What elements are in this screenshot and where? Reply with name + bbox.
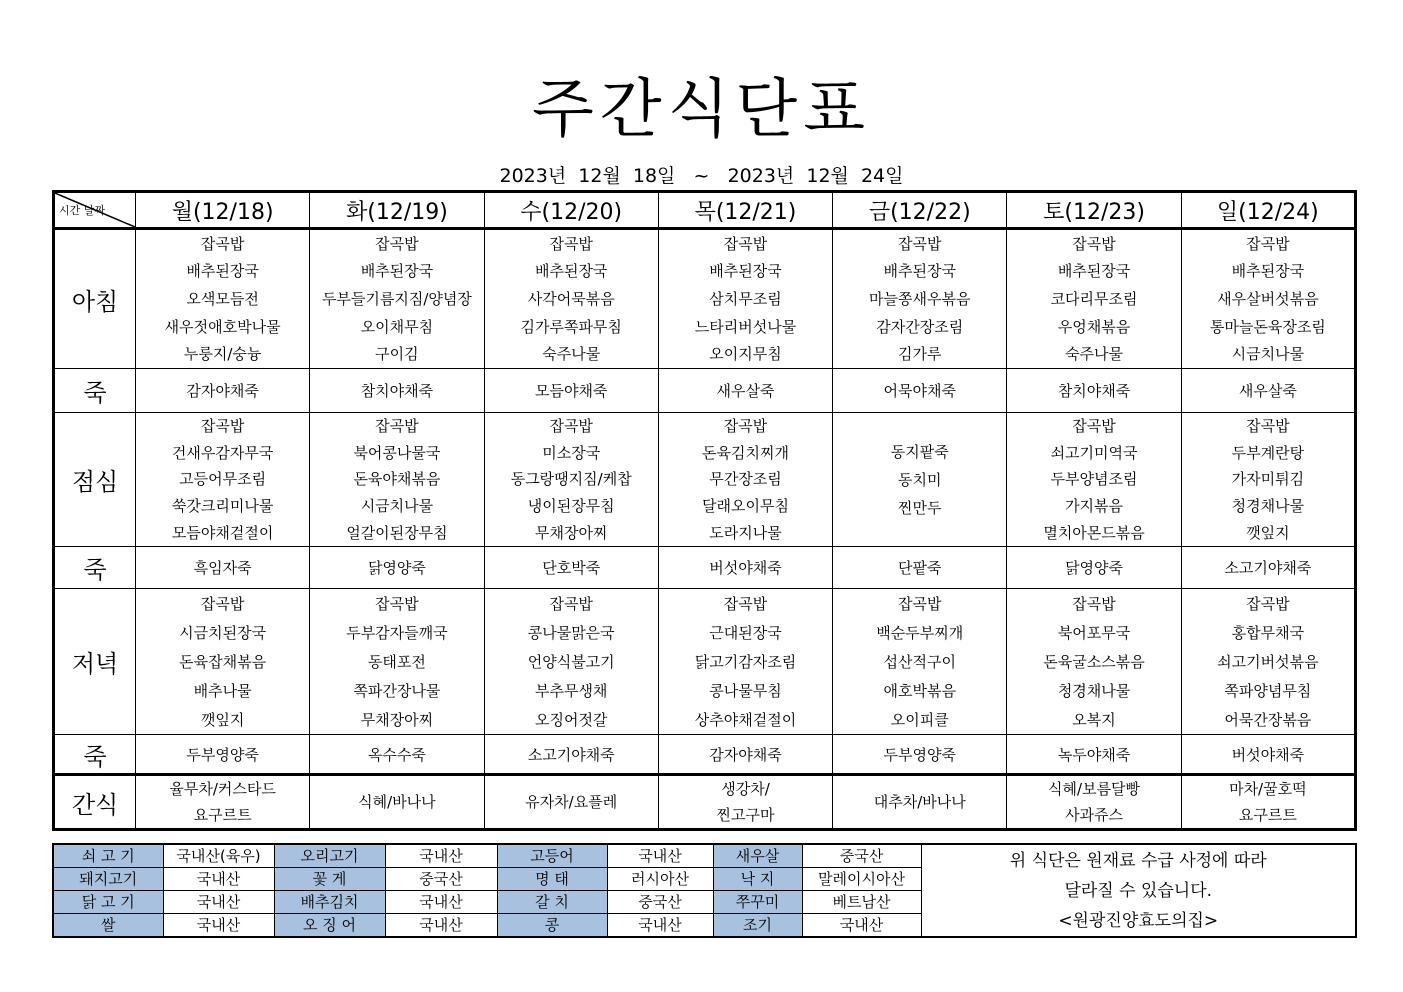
- snack-items: [659, 776, 832, 828]
- origin-country: 말레이시아산: [802, 868, 921, 891]
- menu-item: 쑥갓크리미나물: [171, 497, 274, 516]
- menu-item: 마늘쫑새우볶음: [869, 289, 971, 308]
- menu-item: 홍합무채국: [1231, 623, 1305, 642]
- menu-items: [136, 589, 309, 734]
- porridge-label: 죽: [54, 735, 136, 775]
- origin-country: 러시아산: [607, 868, 713, 891]
- meal-cell: [1181, 413, 1355, 547]
- corner-cell: [54, 192, 136, 229]
- meal-cell: [484, 413, 658, 547]
- note-line: 위 식단은 원재료 수급 사정에 따라: [1009, 850, 1267, 871]
- meal-cell: [833, 413, 1007, 547]
- menu-item: 얼갈이된장무침: [346, 523, 448, 542]
- note-line: 달라질 수 있습니다.: [1064, 880, 1213, 901]
- menu-item: 잡곡밥: [723, 234, 768, 253]
- menu-item: 배추된장국: [1057, 262, 1131, 281]
- porridge-cell: 녹두야채죽: [1007, 735, 1181, 775]
- porridge-cell: 감자야채죽: [658, 735, 832, 775]
- origin-ingredient: 쇠 고 기: [53, 844, 163, 868]
- menu-item: 돈육김치찌개: [702, 443, 789, 462]
- menu-item: 깻잎지: [200, 710, 245, 729]
- day-header: 토(12/23): [1007, 192, 1181, 229]
- menu-item: 닭고기감자조림: [694, 652, 797, 671]
- menu-item: 미소장국: [542, 443, 601, 462]
- menu-item: 잡곡밥: [1246, 234, 1290, 253]
- menu-item: 통마늘돈육장조림: [1209, 317, 1326, 336]
- menu-item: 깻잎지: [1246, 523, 1290, 542]
- snack-row: [54, 775, 1356, 830]
- menu-item: 냉이된장무침: [527, 497, 615, 516]
- menu-item: 무간장조림: [709, 470, 782, 489]
- menu-item: 김가루쪽파무침: [520, 317, 622, 336]
- menu-items: [310, 230, 483, 368]
- menu-item: 무채장아찌: [360, 710, 434, 729]
- menu-item: 두부계란탕: [1231, 443, 1305, 462]
- snack-item: 식혜/바나나: [358, 793, 436, 811]
- porridge-cell: 버섯야채죽: [1181, 735, 1355, 775]
- meal-cell: [484, 229, 658, 369]
- meal-cell: [136, 229, 310, 369]
- corner-label: 시간 날짜: [59, 204, 106, 217]
- menu-items: [1182, 230, 1354, 368]
- menu-item: 느타리버섯나물: [694, 317, 797, 336]
- menu-item: 도라지나물: [709, 523, 782, 542]
- menu-item: 잡곡밥: [1072, 234, 1116, 253]
- origin-ingredient: 명 태: [497, 868, 607, 891]
- meal-cell: [1181, 589, 1355, 735]
- origin-ingredient: 꽃 게: [274, 868, 385, 891]
- menu-items: [485, 589, 658, 734]
- origin-ingredient: 오리고기: [274, 844, 385, 868]
- menu-item: 쇠고기미역국: [1050, 443, 1138, 462]
- meal-cell: [833, 229, 1007, 369]
- menu-item: 잡곡밥: [375, 594, 419, 613]
- weekly-menu-table: [52, 190, 1357, 831]
- meal-cell: [136, 589, 310, 735]
- menu-items: [659, 413, 832, 546]
- origin-country: 국내산: [385, 914, 497, 938]
- day-header: 월(12/18): [136, 192, 310, 229]
- meal-cell: [310, 589, 484, 735]
- menu-items: [1007, 589, 1180, 734]
- menu-item: 쇠고기버섯볶음: [1217, 652, 1319, 671]
- meal-row: [54, 589, 1356, 735]
- menu-item: 부추무생채: [534, 681, 608, 700]
- menu-item: 찐만두: [898, 498, 942, 517]
- menu-item: 숙주나물: [542, 345, 601, 364]
- snack-cell: [1181, 775, 1355, 830]
- menu-item: 누룽지/숭늉: [183, 345, 262, 364]
- menu-item: 가지볶음: [1065, 497, 1124, 516]
- snack-cell: [310, 775, 484, 830]
- menu-item: 오이지무침: [709, 345, 782, 364]
- header-row: [54, 192, 1356, 229]
- porridge-cell: 감자야채죽: [136, 369, 310, 413]
- porridge-row: [54, 735, 1356, 775]
- menu-item: 달래오이무침: [702, 497, 789, 516]
- page-title: 주간식단표: [531, 73, 872, 147]
- menu-item: 구이김: [375, 345, 419, 364]
- meal-row: [54, 229, 1356, 369]
- porridge-cell: 두부영양죽: [136, 735, 310, 775]
- snack-item: 마차/꿀호떡: [1229, 780, 1307, 798]
- menu-items: [485, 230, 658, 368]
- menu-item: 잡곡밥: [723, 594, 768, 613]
- porridge-cell: 흑임자죽: [136, 547, 310, 589]
- snack-item: 대추차/바나나: [873, 793, 966, 811]
- day-header: 수(12/20): [484, 192, 658, 229]
- menu-item: 새우젓애호박나물: [164, 317, 281, 336]
- menu-item: 새우살버섯볶음: [1217, 289, 1319, 308]
- menu-item: 콩나물무침: [709, 681, 782, 700]
- origin-ingredient: 갈 치: [497, 891, 607, 914]
- menu-item: 언양식불고기: [527, 652, 615, 671]
- menu-items: [833, 413, 1006, 546]
- menu-item: 잡곡밥: [723, 417, 768, 436]
- snack-item: 유자차/요플레: [525, 793, 618, 811]
- menu-item: 청경채나물: [1057, 681, 1131, 700]
- menu-items: [659, 230, 832, 368]
- menu-item: 우엉채볶음: [1057, 317, 1131, 336]
- menu-item: 오복지: [1072, 710, 1116, 729]
- origin-country: 중국산: [607, 891, 713, 914]
- menu-item: 숙주나물: [1065, 345, 1124, 364]
- day-header: 목(12/21): [658, 192, 832, 229]
- menu-item: 시금치나물: [360, 497, 434, 516]
- origin-country: 국내산: [163, 914, 274, 938]
- porridge-cell: 단팥죽: [833, 547, 1007, 589]
- menu-item: 근대된장국: [709, 623, 782, 642]
- porridge-cell: 단호박죽: [484, 547, 658, 589]
- menu-item: 배추된장국: [1231, 262, 1305, 281]
- menu-items: [1007, 413, 1180, 546]
- origin-ingredient: 닭 고 기: [53, 891, 163, 914]
- meal-cell: [1007, 413, 1181, 547]
- menu-item: 잡곡밥: [549, 594, 593, 613]
- menu-item: 고등어무조림: [179, 470, 267, 489]
- meal-cell: [136, 413, 310, 547]
- menu-item: 두부양념조림: [1050, 470, 1138, 489]
- menu-item: 사각어묵볶음: [527, 289, 615, 308]
- menu-items: [485, 413, 658, 546]
- origin-ingredient: 쌀: [53, 914, 163, 938]
- snack-items: [1007, 776, 1180, 828]
- porridge-cell: 새우살죽: [1181, 369, 1355, 413]
- menu-item: 잡곡밥: [1246, 594, 1290, 613]
- menu-item: 애호박볶음: [883, 681, 956, 700]
- snack-item: 식혜/보름달빵: [1048, 780, 1141, 798]
- menu-item: 배추된장국: [534, 262, 608, 281]
- origin-row: [53, 844, 1356, 868]
- porridge-cell: 소고기야채죽: [1181, 547, 1355, 589]
- menu-items: [833, 230, 1006, 368]
- origin-country: 국내산: [163, 891, 274, 914]
- menu-item: 배추된장국: [709, 262, 782, 281]
- menu-item: 잡곡밥: [200, 594, 245, 613]
- menu-item: 쪽파양념무침: [1224, 681, 1312, 700]
- origin-ingredient: 쭈꾸미: [713, 891, 802, 914]
- menu-item: 시금치나물: [1231, 345, 1305, 364]
- porridge-cell: 참치야채죽: [1007, 369, 1181, 413]
- menu-item: 콩나물맑은국: [527, 623, 615, 642]
- meal-cell: [1007, 229, 1181, 369]
- snack-item: 율무차/커스타드: [169, 780, 276, 798]
- menu-items: [310, 589, 483, 734]
- menu-item: 동그랑땡지짐/케찹: [510, 470, 632, 489]
- origin-ingredient: 배추김치: [274, 891, 385, 914]
- snack-cell: [136, 775, 310, 830]
- menu-item: 오이채무침: [360, 317, 434, 336]
- meal-cell: [310, 413, 484, 547]
- menu-item: 북어콩나물국: [353, 443, 441, 462]
- menu-item: 잡곡밥: [375, 234, 419, 253]
- meal-label: 점심: [54, 413, 136, 547]
- menu-item: 쪽파간장나물: [353, 681, 441, 700]
- porridge-cell: 새우살죽: [658, 369, 832, 413]
- origin-country: 국내산: [385, 844, 497, 868]
- menu-items: [1182, 589, 1354, 734]
- porridge-cell: 버섯야채죽: [658, 547, 832, 589]
- origin-country: 국내산: [607, 914, 713, 938]
- menu-item: 섭산적구이: [883, 652, 956, 671]
- menu-item: 잡곡밥: [1246, 417, 1290, 436]
- note-line: <원광진양효도의집>: [1058, 910, 1219, 931]
- snack-items: [310, 776, 483, 828]
- porridge-cell: 닭영양죽: [1007, 547, 1181, 589]
- porridge-cell: 닭영양죽: [310, 547, 484, 589]
- origin-country: 국내산: [385, 891, 497, 914]
- menu-item: 멸치아몬드볶음: [1043, 523, 1145, 542]
- origin-ingredient: 돼지고기: [53, 868, 163, 891]
- menu-items: [136, 413, 309, 546]
- menu-item: 배추나물: [193, 681, 252, 700]
- snack-item: 생강차/: [721, 780, 770, 798]
- porridge-cell: 두부영양죽: [833, 735, 1007, 775]
- menu-item: 백순두부찌개: [876, 623, 964, 642]
- menu-items: [833, 589, 1006, 734]
- meal-label: 아침: [54, 229, 136, 369]
- meal-cell: [484, 589, 658, 735]
- menu-item: 동지팥죽: [890, 442, 949, 461]
- origin-ingredient: 조기: [713, 914, 802, 938]
- menu-item: 잡곡밥: [200, 234, 245, 253]
- menu-item: 동태포전: [367, 652, 426, 671]
- snack-cell: [658, 775, 832, 830]
- porridge-row: [54, 369, 1356, 413]
- menu-item: 어묵간장볶음: [1224, 710, 1312, 729]
- snack-cell: [1007, 775, 1181, 830]
- menu-item: 잡곡밥: [375, 417, 419, 436]
- menu-item: 잡곡밥: [549, 417, 593, 436]
- meal-row: [54, 413, 1356, 547]
- porridge-label: 죽: [54, 369, 136, 413]
- snack-items: [136, 776, 309, 828]
- porridge-cell: 참치야채죽: [310, 369, 484, 413]
- menu-item: 오이피클: [890, 710, 949, 729]
- snack-cell: [484, 775, 658, 830]
- menu-item: 배추된장국: [883, 262, 956, 281]
- menu-item: 두부감자들깨국: [346, 623, 448, 642]
- origin-ingredient: 오 징 어: [274, 914, 385, 938]
- menu-item: 김가루: [898, 345, 942, 364]
- origin-country: 중국산: [802, 844, 921, 868]
- menu-item: 오색모듬전: [186, 289, 259, 308]
- origin-ingredient: 고등어: [497, 844, 607, 868]
- origin-ingredient: 낙 지: [713, 868, 802, 891]
- meal-cell: [658, 229, 832, 369]
- meal-cell: [658, 589, 832, 735]
- meal-cell: [310, 229, 484, 369]
- day-header: 금(12/22): [833, 192, 1007, 229]
- menu-item: 배추된장국: [186, 262, 259, 281]
- menu-item: 잡곡밥: [898, 234, 942, 253]
- snack-item: 사과쥬스: [1065, 806, 1124, 824]
- menu-items: [136, 230, 309, 368]
- menu-item: 상추야채겉절이: [694, 710, 797, 729]
- menu-item: 오징어젓갈: [534, 710, 608, 729]
- porridge-cell: 모듬야채죽: [484, 369, 658, 413]
- porridge-label: 죽: [54, 547, 136, 589]
- menu-item: 잡곡밥: [200, 417, 245, 436]
- porridge-cell: 옥수수죽: [310, 735, 484, 775]
- meal-cell: [1007, 589, 1181, 735]
- menu-item: 모듬야채겉절이: [171, 523, 274, 542]
- snack-cell: [833, 775, 1007, 830]
- menu-item: 잡곡밥: [898, 594, 942, 613]
- snack-item: 찐고구마: [716, 806, 775, 824]
- menu-item: 배추된장국: [360, 262, 434, 281]
- meal-cell: [1181, 229, 1355, 369]
- menu-item: 가자미튀김: [1231, 470, 1305, 489]
- menu-item: 감자간장조림: [876, 317, 964, 336]
- meal-label: 저녁: [54, 589, 136, 735]
- day-header: 일(12/24): [1181, 192, 1355, 229]
- menu-items: [1182, 413, 1354, 546]
- menu-item: 두부들기름지짐/양념장: [321, 289, 472, 308]
- menu-items: [659, 589, 832, 734]
- origin-country: 국내산: [163, 868, 274, 891]
- menu-item: 잡곡밥: [1072, 417, 1116, 436]
- menu-item: 돈육야채볶음: [353, 470, 441, 489]
- menu-item: 청경채나물: [1231, 497, 1305, 516]
- porridge-cell: 어묵야채죽: [833, 369, 1007, 413]
- menu-item: 돈육잡채볶음: [179, 652, 267, 671]
- menu-item: 잡곡밥: [549, 234, 593, 253]
- menu-item: 잡곡밥: [1072, 594, 1116, 613]
- menu-item: 북어포무국: [1057, 623, 1131, 642]
- origin-ingredient: 새우살: [713, 844, 802, 868]
- snack-items: [1182, 776, 1354, 828]
- meal-cell: [658, 413, 832, 547]
- origin-country: 중국산: [385, 868, 497, 891]
- menu-item: 돈육굴소스볶음: [1043, 652, 1145, 671]
- menu-item: 동치미: [898, 470, 942, 489]
- origin-ingredient: 콩: [497, 914, 607, 938]
- origin-country: 국내산: [802, 914, 921, 938]
- origin-note: [921, 844, 1356, 937]
- snack-items: [485, 776, 658, 828]
- snack-item: 요구르트: [193, 806, 252, 824]
- date-range: 2023년 12월 18일 ~ 2023년 12월 24일: [499, 165, 904, 187]
- porridge-row: [54, 547, 1356, 589]
- origin-country: 국내산(육우): [163, 844, 274, 868]
- menu-item: 코다리무조림: [1050, 289, 1138, 308]
- day-header: 화(12/19): [310, 192, 484, 229]
- menu-item: 건새우감자무국: [171, 443, 274, 462]
- snack-item: 요구르트: [1238, 806, 1297, 824]
- origin-table: [52, 843, 1357, 938]
- snack-label: 간식: [54, 775, 136, 830]
- menu-items: [310, 413, 483, 546]
- snack-items: [833, 776, 1006, 828]
- menu-item: 시금치된장국: [179, 623, 267, 642]
- menu-item: 삼치무조림: [709, 289, 782, 308]
- menu-items: [1007, 230, 1180, 368]
- origin-country: 베트남산: [802, 891, 921, 914]
- menu-item: 무채장아찌: [534, 523, 608, 542]
- origin-country: 국내산: [607, 844, 713, 868]
- meal-cell: [833, 589, 1007, 735]
- porridge-cell: 소고기야채죽: [484, 735, 658, 775]
